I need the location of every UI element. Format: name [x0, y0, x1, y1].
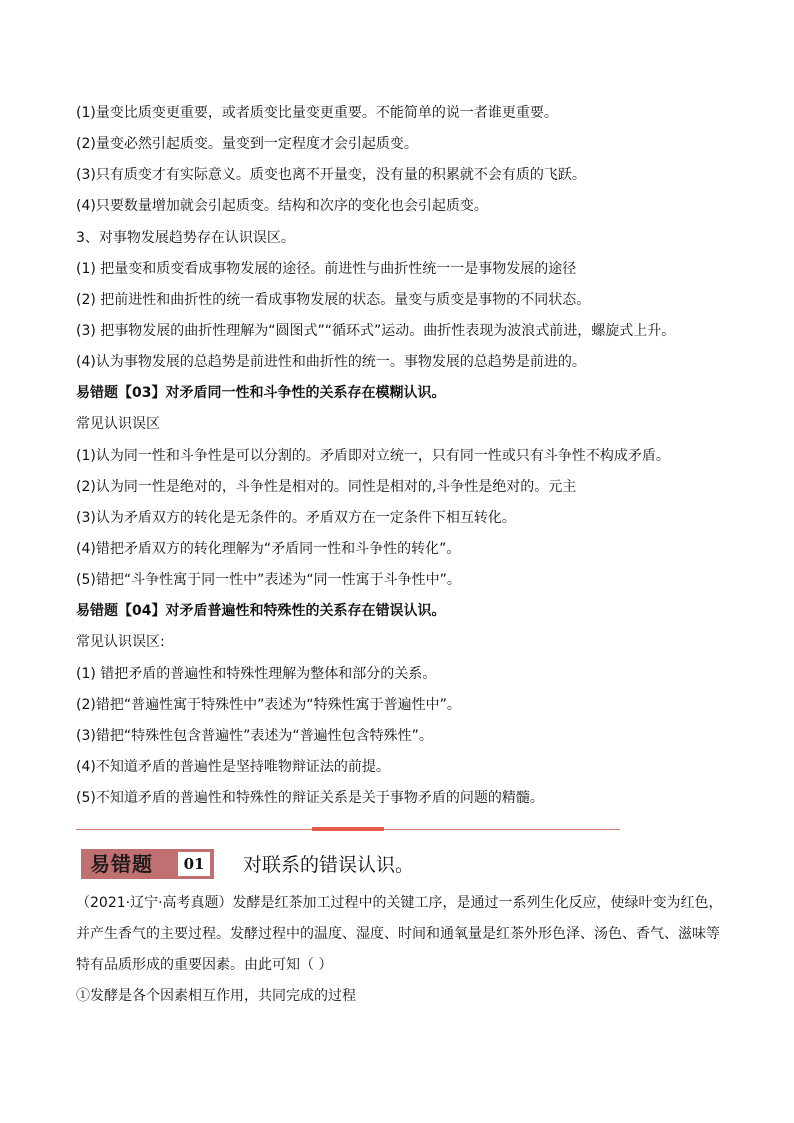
body-line-15: (4)错把矛盾双方的转化理解为“矛盾同一性和斗争性的转化”。	[76, 541, 461, 557]
section-banner-title: 易错题	[90, 852, 153, 876]
mistake-heading-04: 易错题【04】对矛盾普遍性和特殊性的关系存在错误认识。	[76, 603, 446, 619]
body-line-22: (4)不知道矛盾的普遍性是坚持唯物辩证法的前提。	[76, 759, 390, 775]
question-stem-line-2: 并产生香气的主要过程。发酵过程中的温度、湿度、时间和通氧量是红茶外形色泽、汤色、香气、滋味等	[76, 926, 720, 942]
body-line-19: (1) 错把矛盾的普遍性和特殊性理解为整体和部分的关系。	[76, 666, 437, 682]
body-line-14: (3)认为矛盾双方的转化是无条件的。矛盾双方在一定条件下相互转化。	[76, 510, 516, 526]
body-line-13: (2)认为同一性是绝对的，斗争性是相对的。同性是相对的,斗争性是绝对的。元主	[76, 479, 577, 495]
body-line-16: (5)错把“斗争性寓于同一性中”表述为“同一性寓于斗争性中”。	[76, 572, 461, 588]
body-line-3: (3)只有质变才有实际意义。质变也离不开量变，没有量的积累就不会有质的飞跃。	[76, 167, 586, 183]
body-line-2: (2)量变必然引起质变。量变到一定程度才会引起质变。	[76, 136, 418, 152]
misconception-label-2: 常见认识误区:	[76, 634, 165, 650]
body-line-9: (4)认为事物发展的总趋势是前进性和曲折性的统一。事物发展的总趋势是前进的。	[76, 354, 586, 370]
body-line-6: (1) 把量变和质变看成事物发展的途径。前进性与曲折性统一一是事物发展的途径	[76, 261, 577, 277]
answer-option-1: ①发酵是各个因素相互作用，共同完成的过程	[76, 988, 356, 1004]
body-line-12: (1)认为同一性和斗争性是可以分割的。矛盾即对立统一，只有同一性或只有斗争性不构成矛盾。	[76, 448, 670, 464]
body-line-4: (4)只要数量增加就会引起质变。结构和次序的变化也会引起质变。	[76, 198, 488, 214]
question-topic-heading: 对联系的错误认识。	[243, 854, 415, 876]
divider-accent	[312, 827, 384, 831]
divider-left	[76, 829, 312, 830]
section-banner-number: 01	[178, 852, 210, 876]
mistake-heading-03: 易错题【03】对矛盾同一性和斗争性的关系存在模糊认识。	[76, 385, 446, 401]
body-line-20: (2)错把“普遍性寓于特殊性中”表述为“特殊性寓于普遍性中”。	[76, 697, 461, 713]
body-line-7: (2) 把前进性和曲折性的统一看成事物发展的状态。量变与质变是事物的不同状态。	[76, 292, 591, 308]
question-stem-line-3: 特有品质形成的重要因素。由此可知（ ）	[76, 957, 333, 973]
body-line-21: (3)错把“特殊性包含普遍性”表述为“普遍性包含特殊性”。	[76, 728, 433, 744]
body-line-8: (3) 把事物发展的曲折性理解为“圆图式”“循环式”运动。曲折性表现为波浪式前进，螺旋式上升。	[76, 323, 676, 339]
divider-right	[384, 829, 620, 830]
misconception-label-1: 常见认识误区	[76, 416, 160, 432]
section-heading-3: 3、对事物发展趋势存在认识误区。	[76, 230, 295, 246]
body-line-23: (5)不知道矛盾的普遍性和特殊性的辩证关系是关于事物矛盾的问题的精髓。	[76, 790, 544, 806]
body-line-1: (1)量变比质变更重要，或者质变比量变更重要。不能简单的说一者谁更重要。	[76, 105, 558, 121]
question-stem-line-1: （2021·辽宁·高考真题）发酵是红茶加工过程中的关键工序，是通过一系列生化反应，使绿叶变为红色，	[76, 895, 723, 911]
